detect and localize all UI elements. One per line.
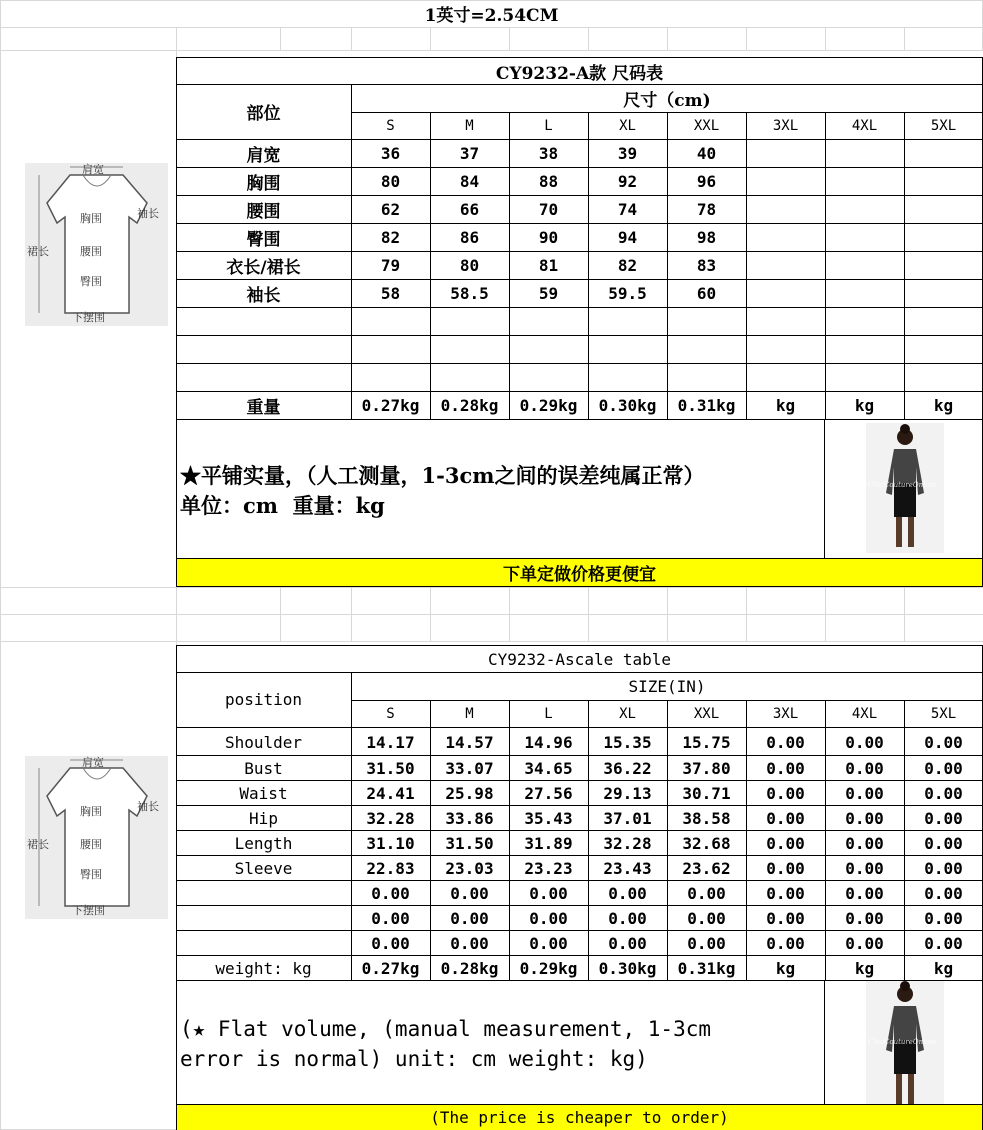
table-border: [825, 700, 826, 980]
table-cell: 38: [538, 143, 559, 163]
table-cell: 0.31kg: [677, 959, 736, 978]
table-cell: [746, 195, 825, 223]
table-border: [588, 112, 589, 419]
measurement-note: ★平铺实量，（人工测量，1-3cm之间的误差纯属正常）: [180, 463, 705, 488]
table-cell: [667, 307, 746, 335]
table-border: [176, 855, 983, 856]
table-border: [176, 335, 983, 336]
table-border: [176, 307, 983, 308]
table-title: CY9232-Ascale table: [487, 649, 672, 669]
table-border: [176, 419, 983, 420]
size-header-l: L: [544, 117, 553, 134]
table-cell: [904, 139, 983, 167]
table-cell: 92: [617, 171, 638, 191]
table-cell: 40: [696, 143, 717, 163]
table-cell: 0.29kg: [519, 395, 578, 415]
table-border: [176, 645, 177, 1130]
table-border: [176, 727, 983, 728]
table-cell: [509, 335, 588, 363]
size-header-3xl: 3XL: [772, 117, 799, 134]
size-header-xxl: XXL: [693, 705, 720, 722]
price-banner: (The price is cheaper to order): [430, 1108, 729, 1127]
table-cell: 14.96: [524, 733, 573, 752]
table-cell: 81: [538, 255, 559, 275]
table-cell: 0.00: [845, 809, 884, 828]
row-label: 臀围: [246, 229, 281, 250]
table-cell: [904, 251, 983, 279]
row-label: Length: [234, 834, 293, 853]
table-cell: 0.00: [845, 784, 884, 803]
table-cell: [430, 335, 509, 363]
table-cell: 0.00: [924, 759, 963, 778]
table-border: [176, 84, 983, 85]
table-cell: [509, 307, 588, 335]
table-cell: 15.35: [603, 733, 652, 752]
table-cell: 30.71: [682, 784, 731, 803]
table-cell: [667, 335, 746, 363]
table-cell: kg: [854, 959, 875, 978]
table-cell: 22.83: [366, 859, 415, 878]
sketch-label-bust: 胸围: [80, 805, 102, 818]
table-border: [176, 586, 983, 587]
table-cell: [351, 363, 430, 391]
table-cell: 0.00: [450, 934, 489, 953]
table-border: [667, 700, 668, 980]
table-cell: 33.86: [445, 809, 494, 828]
model-photo: [866, 423, 944, 553]
table-cell: [825, 139, 904, 167]
table-cell: 0.00: [687, 909, 726, 928]
sketch-label-waist: 腰围: [80, 245, 102, 258]
table-cell: 33.07: [445, 759, 494, 778]
table-cell: 70: [538, 199, 559, 219]
table-cell: 37.80: [682, 759, 731, 778]
table-cell: 84: [459, 171, 480, 191]
table-cell: 80: [459, 255, 480, 275]
position-header: 部位: [246, 104, 281, 124]
row-label: Hip: [249, 809, 278, 828]
table-cell: 36.22: [603, 759, 652, 778]
table-cell: 0.00: [924, 834, 963, 853]
table-border: [824, 980, 825, 1104]
table-cell: 0.30kg: [598, 395, 657, 415]
table-cell: 0.00: [766, 884, 805, 903]
table-cell: 0.00: [845, 834, 884, 853]
row-label: [176, 931, 351, 956]
table-border: [176, 57, 177, 586]
table-cell: 82: [617, 255, 638, 275]
table-cell: [746, 363, 825, 391]
table-cell: 0.30kg: [598, 959, 657, 978]
table-cell: 0.00: [608, 934, 647, 953]
table-cell: kg: [775, 959, 796, 978]
size-header-xl: XL: [619, 705, 636, 722]
table-cell: 0.00: [766, 834, 805, 853]
model-photo: [866, 980, 944, 1110]
table-cell: kg: [775, 395, 796, 415]
table-cell: 0.00: [924, 859, 963, 878]
table-cell: [351, 335, 430, 363]
price-banner: 下单定做价格更便宜: [503, 565, 656, 585]
table-cell: 82: [380, 227, 401, 247]
row-label: [176, 363, 351, 391]
table-border: [430, 700, 431, 980]
table-cell: 58: [380, 283, 401, 303]
table-cell: [588, 307, 667, 335]
table-cell: 37.01: [603, 809, 652, 828]
table-cell: 0.00: [529, 884, 568, 903]
unit-note: 单位：cm 重量：kg: [180, 493, 385, 518]
table-cell: 0.00: [924, 909, 963, 928]
table-cell: 0.00: [687, 934, 726, 953]
size-header-s: S: [386, 705, 395, 722]
table-cell: 38.58: [682, 809, 731, 828]
table-cell: kg: [854, 395, 875, 415]
table-cell: 0.00: [371, 909, 410, 928]
unit-header: 尺寸（cm): [623, 90, 711, 111]
table-cell: 0.28kg: [440, 959, 499, 978]
table-cell: 15.75: [682, 733, 731, 752]
table-cell: 0.00: [450, 909, 489, 928]
table-cell: [825, 195, 904, 223]
table-cell: 0.00: [924, 934, 963, 953]
table-cell: 0.00: [845, 733, 884, 752]
table-cell: [904, 167, 983, 195]
table-cell: 0.00: [687, 884, 726, 903]
table-cell: 34.65: [524, 759, 573, 778]
size-header-5xl: 5XL: [930, 117, 957, 134]
table-border: [176, 645, 983, 646]
table-border: [176, 223, 983, 224]
table-cell: 31.10: [366, 834, 415, 853]
table-border: [176, 195, 983, 196]
table-cell: [746, 139, 825, 167]
unit-note: error is normal) unit: cm weight: kg): [180, 1047, 648, 1071]
table-cell: 0.00: [766, 859, 805, 878]
table-border: [904, 700, 905, 980]
unit-header: SIZE(IN): [628, 676, 706, 696]
table-cell: 29.13: [603, 784, 652, 803]
table-border: [351, 672, 352, 980]
table-cell: 62: [380, 199, 401, 219]
table-title: CY9232-A款 尺码表: [495, 63, 664, 84]
table-cell: 98: [696, 227, 717, 247]
table-cell: 37: [459, 143, 480, 163]
table-border: [825, 112, 826, 419]
table-border: [176, 930, 983, 931]
table-border: [588, 700, 589, 980]
table-cell: 88: [538, 171, 559, 191]
table-border: [746, 112, 747, 419]
table-border: [176, 672, 983, 673]
table-cell: [904, 335, 983, 363]
table-cell: 0.00: [766, 809, 805, 828]
table-border: [176, 755, 983, 756]
table-cell: [825, 167, 904, 195]
sketch-label-shoulder: 肩宽: [82, 756, 104, 769]
row-label: [176, 906, 351, 931]
row-label: Sleeve: [234, 859, 293, 878]
table-border: [509, 112, 510, 419]
table-cell: [904, 223, 983, 251]
table-cell: 0.00: [924, 884, 963, 903]
table-cell: [746, 279, 825, 307]
table-cell: 0.00: [371, 884, 410, 903]
table-cell: [904, 195, 983, 223]
table-cell: 36: [380, 143, 401, 163]
table-cell: 0.00: [608, 909, 647, 928]
size-header-l: L: [544, 705, 553, 722]
table-border: [176, 955, 983, 956]
table-cell: [746, 223, 825, 251]
table-cell: [825, 223, 904, 251]
table-cell: [746, 167, 825, 195]
table-cell: [904, 279, 983, 307]
table-cell: 14.57: [445, 733, 494, 752]
table-cell: 86: [459, 227, 480, 247]
table-cell: 66: [459, 199, 480, 219]
sketch-label-length: 裙长: [27, 838, 49, 851]
table-border: [176, 830, 983, 831]
table-cell: 0.29kg: [519, 959, 578, 978]
table-cell: 58.5: [450, 283, 489, 303]
row-label: Bust: [244, 759, 283, 778]
table-cell: 0.00: [845, 759, 884, 778]
table-cell: 23.03: [445, 859, 494, 878]
table-cell: kg: [933, 959, 954, 978]
row-label: 衣长/裙长: [226, 257, 301, 278]
table-cell: 0.00: [845, 909, 884, 928]
table-border: [509, 700, 510, 980]
table-border: [176, 1104, 983, 1105]
table-border: [176, 558, 983, 559]
table-border: [176, 391, 983, 392]
table-cell: 74: [617, 199, 638, 219]
table-cell: 0.00: [924, 733, 963, 752]
row-label: 肩宽: [246, 145, 281, 166]
table-border: [176, 279, 983, 280]
table-cell: [746, 251, 825, 279]
row-label: Shoulder: [224, 733, 303, 752]
size-header-5xl: 5XL: [930, 705, 957, 722]
row-label: weight: kg: [215, 959, 312, 978]
table-border: [176, 880, 983, 881]
table-cell: 0.00: [766, 784, 805, 803]
table-cell: 0.00: [766, 909, 805, 928]
table-cell: 39: [617, 143, 638, 163]
table-cell: 0.00: [766, 934, 805, 953]
table-cell: [904, 363, 983, 391]
table-cell: [430, 363, 509, 391]
table-cell: 0.00: [845, 884, 884, 903]
sketch-label-shoulder: 肩宽: [82, 163, 104, 176]
photo-watermark: ChicCoutureOnline: [868, 1038, 937, 1046]
table-cell: 0.00: [608, 884, 647, 903]
inch-cm-conversion: 1英寸=2.54CM: [424, 6, 559, 26]
row-label: 重量: [246, 397, 281, 418]
size-header-m: M: [465, 117, 474, 134]
table-cell: [825, 307, 904, 335]
garment-sketch: [25, 163, 168, 326]
table-cell: 59: [538, 283, 559, 303]
table-cell: 59.5: [608, 283, 647, 303]
photo-watermark: ChicCoutureOnline: [868, 481, 937, 489]
row-label: [176, 335, 351, 363]
table-cell: 0.00: [529, 934, 568, 953]
sketch-label-waist: 腰围: [80, 838, 102, 851]
table-border: [824, 419, 825, 558]
table-cell: 0.00: [845, 934, 884, 953]
measurement-note: (★ Flat volume, (manual measurement, 1-3cm: [180, 1017, 712, 1041]
table-cell: 24.41: [366, 784, 415, 803]
table-cell: 0.00: [529, 909, 568, 928]
table-cell: [825, 335, 904, 363]
table-cell: 0.00: [371, 934, 410, 953]
row-label: 腰围: [246, 201, 281, 222]
table-cell: 25.98: [445, 784, 494, 803]
table-cell: 0.00: [766, 759, 805, 778]
table-cell: [588, 363, 667, 391]
table-border: [430, 112, 431, 419]
table-cell: 23.62: [682, 859, 731, 878]
table-cell: [509, 363, 588, 391]
table-cell: 31.50: [445, 834, 494, 853]
size-header-xxl: XXL: [693, 117, 720, 134]
size-header-4xl: 4XL: [851, 705, 878, 722]
table-cell: 31.50: [366, 759, 415, 778]
table-border: [904, 112, 905, 419]
garment-sketch: [25, 756, 168, 919]
sketch-label-sleeve: 袖长: [137, 207, 159, 220]
table-cell: 0.00: [924, 809, 963, 828]
table-border: [667, 112, 668, 419]
table-cell: kg: [933, 395, 954, 415]
table-cell: [904, 307, 983, 335]
size-header-m: M: [465, 705, 474, 722]
table-cell: 80: [380, 171, 401, 191]
size-header-4xl: 4XL: [851, 117, 878, 134]
table-cell: 83: [696, 255, 717, 275]
table-border: [176, 363, 983, 364]
table-cell: [746, 307, 825, 335]
table-cell: [825, 363, 904, 391]
table-border: [176, 167, 983, 168]
table-cell: 32.28: [603, 834, 652, 853]
row-label: 袖长: [246, 285, 281, 306]
table-cell: 14.17: [366, 733, 415, 752]
table-cell: 0.00: [450, 884, 489, 903]
sketch-label-hip: 臀围: [80, 275, 102, 288]
table-border: [176, 905, 983, 906]
table-cell: 94: [617, 227, 638, 247]
table-cell: 32.68: [682, 834, 731, 853]
table-cell: 79: [380, 255, 401, 275]
table-cell: 60: [696, 283, 717, 303]
table-cell: 23.23: [524, 859, 573, 878]
table-cell: [588, 335, 667, 363]
position-header: position: [224, 690, 303, 709]
table-cell: 0.00: [766, 733, 805, 752]
table-border: [351, 84, 352, 419]
row-label: [176, 881, 351, 906]
table-border: [176, 139, 983, 140]
size-header-xl: XL: [619, 117, 636, 134]
table-border: [746, 700, 747, 980]
table-cell: 78: [696, 199, 717, 219]
table-cell: 0.00: [845, 859, 884, 878]
table-cell: 0.27kg: [361, 959, 420, 978]
table-cell: [746, 335, 825, 363]
table-border: [176, 57, 983, 58]
table-border: [176, 780, 983, 781]
table-cell: [667, 363, 746, 391]
table-border: [176, 980, 983, 981]
size-header-s: S: [386, 117, 395, 134]
size-header-3xl: 3XL: [772, 705, 799, 722]
table-cell: [351, 307, 430, 335]
table-cell: 31.89: [524, 834, 573, 853]
row-label: Waist: [239, 784, 288, 803]
table-cell: 0.27kg: [361, 395, 420, 415]
table-cell: [825, 279, 904, 307]
table-cell: 32.28: [366, 809, 415, 828]
sketch-label-bust: 胸围: [80, 212, 102, 225]
table-cell: 0.31kg: [677, 395, 736, 415]
row-label: 胸围: [246, 173, 281, 194]
sketch-label-hem: 下摆围: [72, 904, 105, 917]
table-cell: 0.28kg: [440, 395, 499, 415]
sketch-label-hip: 臀围: [80, 868, 102, 881]
row-label: [176, 307, 351, 335]
table-cell: 96: [696, 171, 717, 191]
table-cell: 0.00: [924, 784, 963, 803]
sketch-label-length: 裙长: [27, 245, 49, 258]
table-cell: [825, 251, 904, 279]
table-border: [176, 251, 983, 252]
table-cell: 35.43: [524, 809, 573, 828]
table-cell: 90: [538, 227, 559, 247]
sketch-label-sleeve: 袖长: [137, 800, 159, 813]
table-cell: [430, 307, 509, 335]
sketch-label-hem: 下摆围: [72, 311, 105, 324]
table-cell: 23.43: [603, 859, 652, 878]
table-border: [176, 805, 983, 806]
table-cell: 27.56: [524, 784, 573, 803]
